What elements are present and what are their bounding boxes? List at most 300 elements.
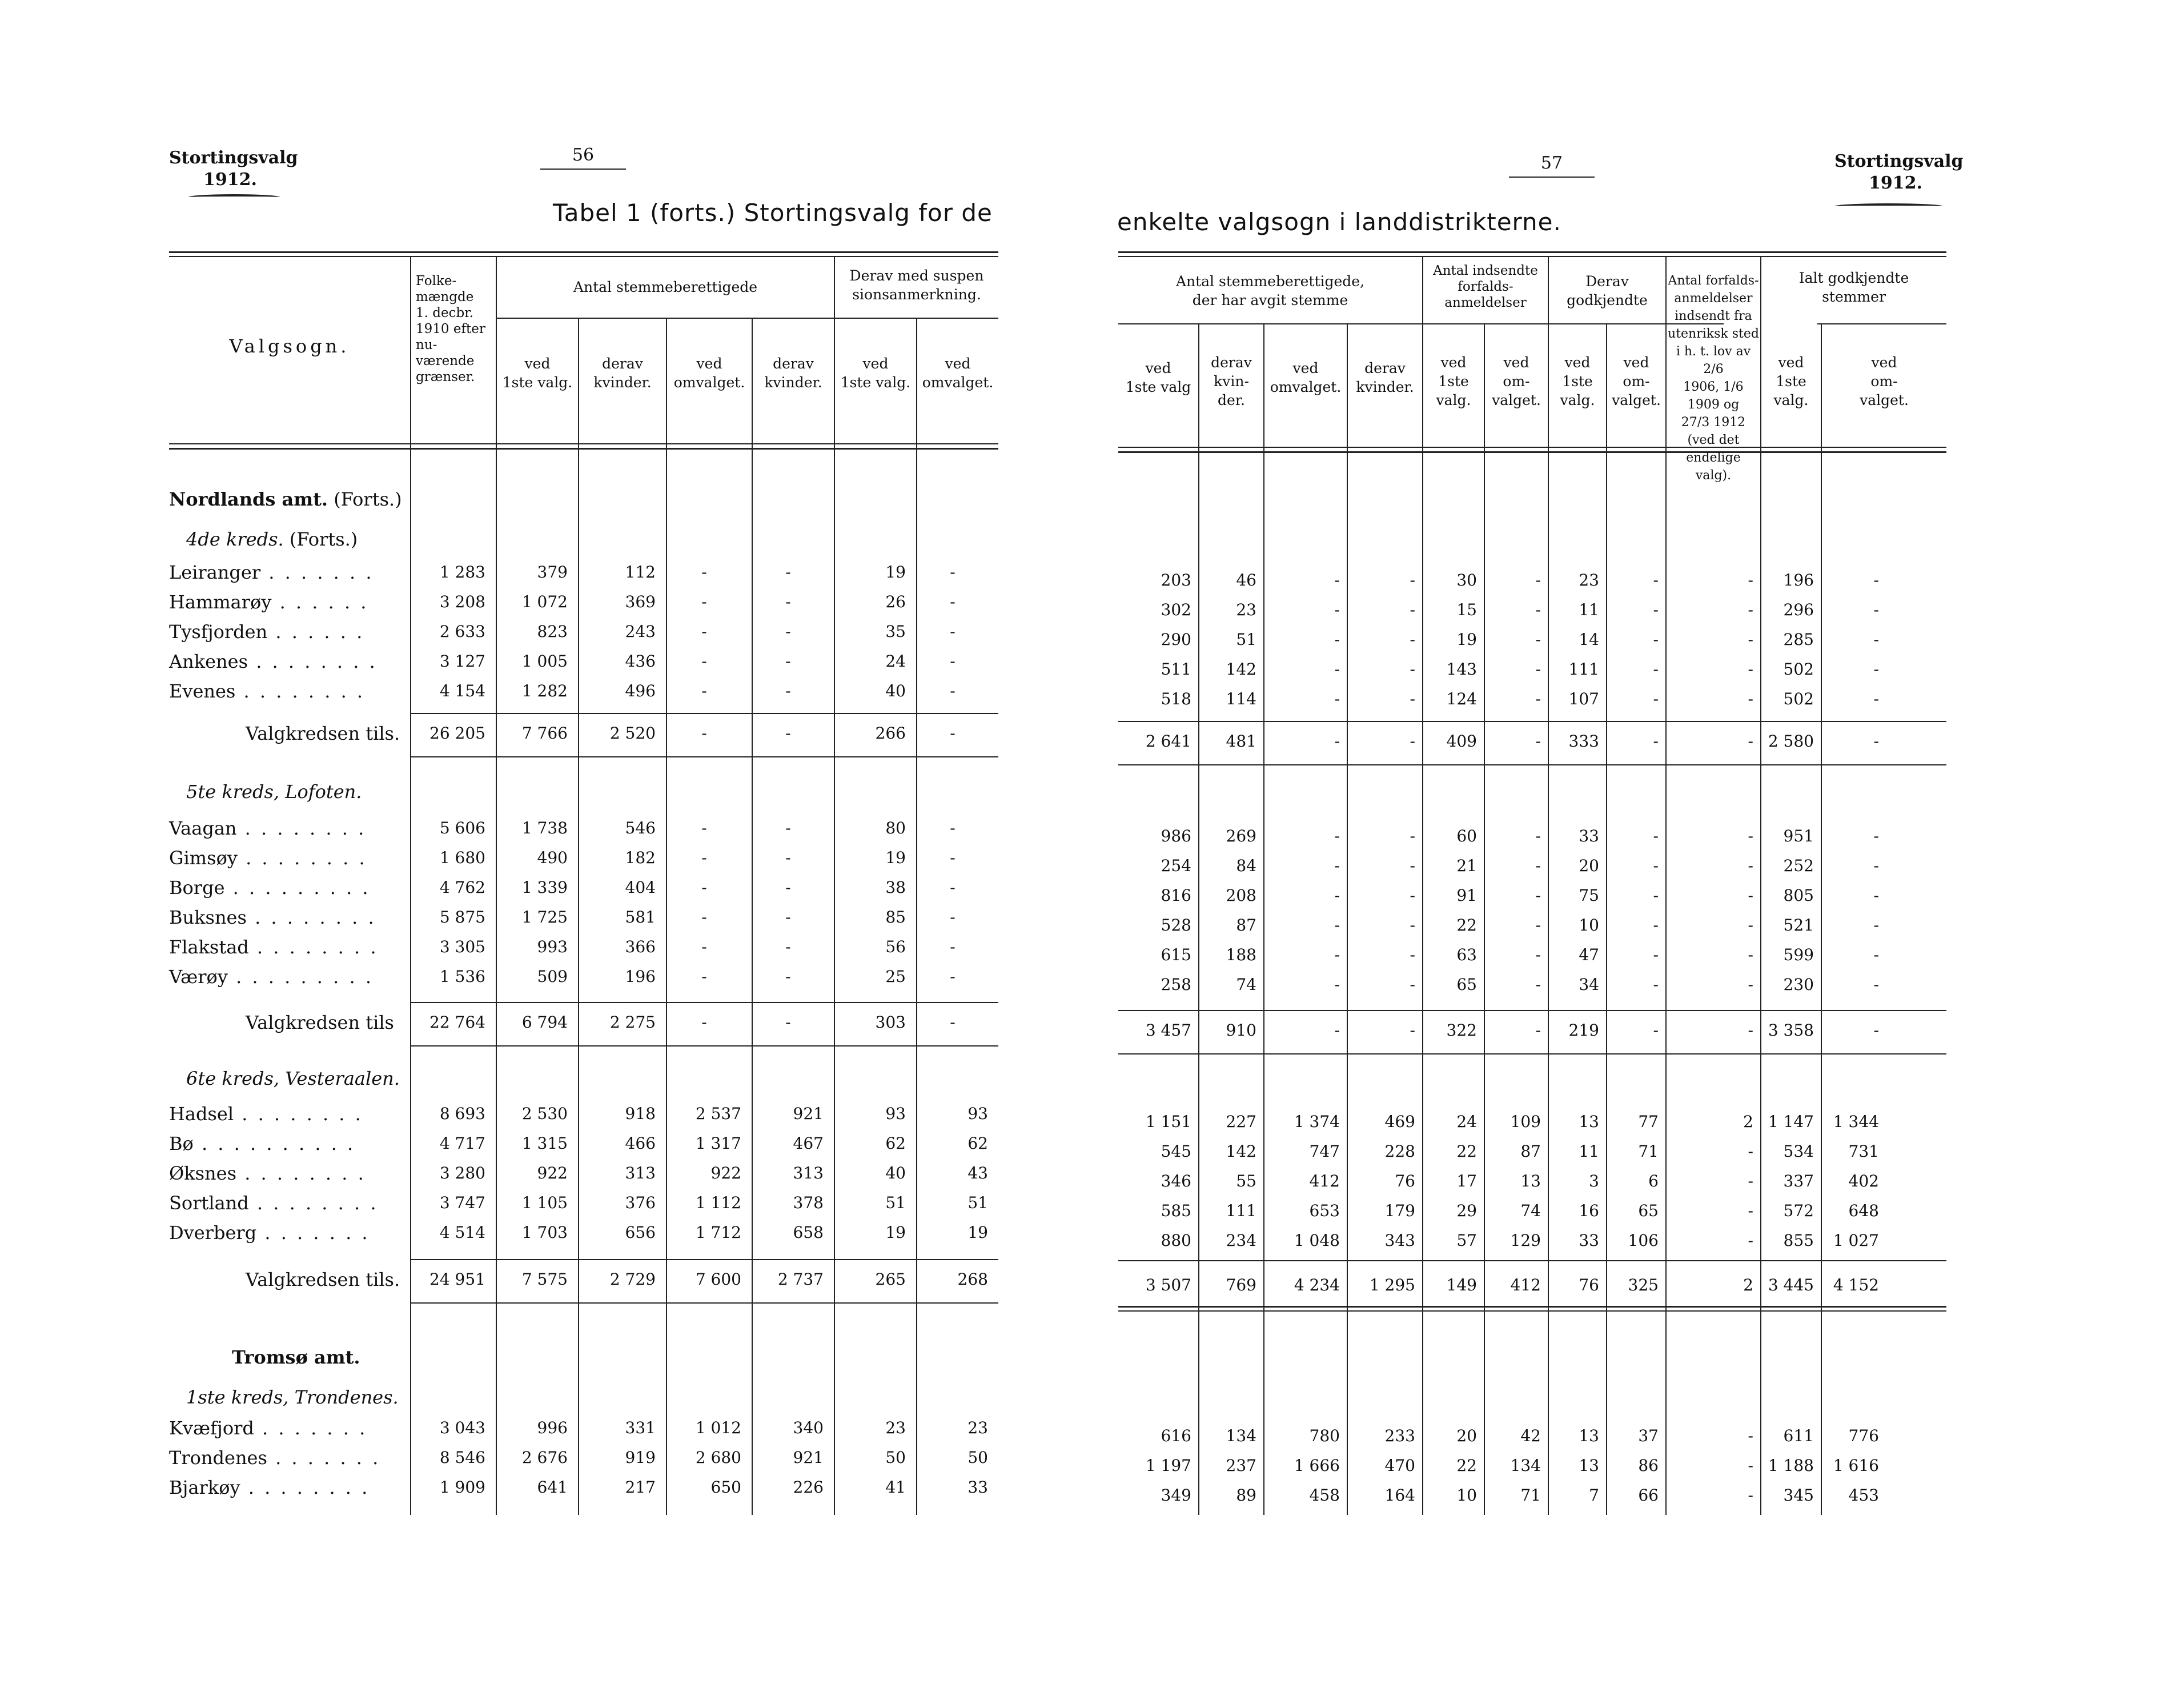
valgsogn-name: Borge [169, 877, 225, 899]
cell-k1: 2 275 [609, 1013, 656, 1032]
cell-u: - [1748, 886, 1753, 905]
cell-io: - [1535, 916, 1541, 935]
cell-u: - [1748, 1456, 1753, 1475]
cell-go: 106 [1628, 1231, 1659, 1250]
cell-ak: 89 [1236, 1486, 1256, 1505]
cell-a1: 3 457 [1145, 1021, 1191, 1040]
cell-g1: 107 [1568, 689, 1599, 708]
section-end-rule [1118, 1306, 1946, 1308]
cell-t1: 572 [1783, 1201, 1814, 1220]
cell-s2: - [950, 848, 956, 867]
cell-a1: 302 [1161, 600, 1191, 619]
leader-dots: . . . . . . . . [246, 907, 376, 928]
header-bottom-rule-2 [169, 448, 998, 450]
cell-aok: - [1410, 886, 1415, 905]
header-valgsogn: Valgsogn. [229, 335, 350, 357]
cell-u: - [1748, 600, 1753, 619]
cell-t1: 285 [1783, 630, 1814, 649]
cell-aok: - [1410, 732, 1415, 751]
cell-to: 1 344 [1833, 1112, 1879, 1131]
cell-i1: 20 [1456, 1426, 1477, 1445]
cell-to: 776 [1848, 1426, 1879, 1445]
cell-s1: 19 [885, 848, 906, 867]
cell-to: - [1873, 732, 1879, 751]
cell-go: 77 [1638, 1112, 1659, 1131]
row-label [169, 1102, 363, 1125]
cell-pop: 4 717 [439, 1134, 485, 1153]
cell-i1: 409 [1446, 732, 1477, 751]
cell-a1: 1 151 [1145, 1112, 1191, 1131]
row-label [169, 650, 378, 673]
cell-s2: - [950, 563, 956, 582]
cell-k1: 2 520 [609, 724, 656, 743]
cell-t1: 502 [1783, 689, 1814, 708]
header-susp-1ste-valg: ved 1ste valg. [840, 355, 911, 391]
valgsogn-name: Bø [169, 1133, 194, 1154]
decorative-swoosh-right [1834, 203, 1943, 209]
cell-aok: - [1410, 975, 1415, 994]
valgsogn-name: Leiranger [169, 562, 261, 583]
cell-i1: 65 [1456, 975, 1477, 994]
cell-t1: 521 [1783, 916, 1814, 935]
cell-aok: - [1410, 689, 1415, 708]
cell-k2: - [785, 878, 791, 897]
cell-t1: 611 [1783, 1426, 1814, 1445]
cell-g1: 13 [1579, 1456, 1599, 1475]
valgsogn-name: Buksnes [169, 907, 247, 928]
cell-to: - [1873, 945, 1879, 964]
cell-ao: - [1334, 975, 1340, 994]
page-number-right: 57 [1509, 153, 1595, 178]
row-label [169, 817, 366, 840]
cell-g1: 47 [1579, 945, 1599, 964]
cell-om: - [701, 652, 707, 671]
cell-u: 2 [1743, 1112, 1753, 1131]
valgsogn-name: Evenes [169, 680, 236, 702]
cell-go: - [1653, 660, 1659, 679]
cell-v1: 1 339 [521, 878, 568, 897]
cell-s2: - [950, 724, 956, 743]
cell-u: - [1748, 630, 1753, 649]
cell-i1: 143 [1446, 660, 1477, 679]
total-label-4de-kreds: Valgkredsen tils. [246, 723, 400, 744]
running-head-right: Stortingsvalg 1912. [1834, 151, 1964, 193]
cell-i1: 19 [1456, 630, 1477, 649]
cell-a1: 880 [1161, 1231, 1191, 1250]
cell-pop: 3 280 [439, 1164, 485, 1182]
header-indsendte-1ste: ved 1ste valg. [1436, 354, 1471, 408]
cell-k2: 2 737 [777, 1270, 824, 1289]
cell-v1: 1 703 [521, 1223, 568, 1242]
cell-g1: 111 [1568, 660, 1599, 679]
cell-g1: 16 [1579, 1201, 1599, 1220]
cell-a1: 290 [1161, 630, 1191, 649]
cell-aok: - [1410, 1021, 1415, 1040]
cell-k2: - [785, 622, 791, 641]
cell-v1: 922 [537, 1164, 568, 1182]
header-indsendte: Antal indsendte forfalds- anmeldelser [1433, 263, 1538, 310]
cell-ak: 142 [1226, 660, 1256, 679]
cell-om: 2 537 [695, 1104, 741, 1123]
cell-to: 1 616 [1833, 1456, 1879, 1475]
header-top-rule [1118, 251, 1946, 253]
cell-ak: 481 [1226, 732, 1256, 751]
cell-pop: 4 154 [439, 681, 485, 700]
row-label [169, 876, 371, 899]
cell-go: - [1653, 732, 1659, 751]
valgsogn-name: Øksnes [169, 1162, 237, 1184]
cell-io: - [1535, 1021, 1541, 1040]
cell-g1: 13 [1579, 1426, 1599, 1445]
header-avgit-omvalget: ved omvalget. [1270, 360, 1342, 395]
cell-g1: 76 [1579, 1276, 1599, 1294]
cell-a1: 1 197 [1145, 1456, 1191, 1475]
cell-a1: 511 [1161, 660, 1191, 679]
cell-v1: 7 766 [521, 724, 568, 743]
right-page [1092, 0, 2184, 1692]
cell-a1: 816 [1161, 886, 1191, 905]
cell-ak: 87 [1236, 916, 1256, 935]
cell-ao: - [1334, 886, 1340, 905]
cell-s1: 40 [885, 1164, 906, 1182]
header-ialt-om: ved om- valget. [1860, 354, 1909, 408]
cell-io: - [1535, 600, 1541, 619]
cell-ak: 910 [1226, 1021, 1256, 1040]
cell-k1: 112 [625, 563, 656, 582]
cell-a1: 3 507 [1145, 1276, 1191, 1294]
cell-pop: 3 208 [439, 592, 485, 611]
cell-ao: 747 [1309, 1142, 1340, 1161]
cell-v1: 1 315 [521, 1134, 568, 1153]
cell-go: - [1653, 1021, 1659, 1040]
cell-om: 1 317 [695, 1134, 741, 1153]
header-folkemaengde: Folke- mængde 1. decbr. 1910 efter nu- værende grænser. [416, 274, 485, 384]
header-sub-rule [1817, 323, 1946, 324]
cell-u: - [1748, 1426, 1753, 1445]
cell-go: - [1653, 975, 1659, 994]
cell-ao: - [1334, 571, 1340, 590]
cell-g1: 10 [1579, 916, 1599, 935]
cell-u: - [1748, 571, 1753, 590]
cell-io: 42 [1520, 1426, 1541, 1445]
cell-to: 1 027 [1833, 1231, 1879, 1250]
cell-aok: 469 [1384, 1112, 1415, 1131]
leader-dots: . . . . . . . [267, 1447, 381, 1469]
cell-go: 66 [1638, 1486, 1659, 1505]
cell-om: - [701, 967, 707, 986]
total-rule [410, 756, 998, 757]
row-label [169, 1132, 355, 1155]
cell-pop: 1 909 [439, 1478, 485, 1497]
cell-k1: 656 [625, 1223, 656, 1242]
cell-pop: 24 951 [429, 1270, 485, 1289]
cell-io: 87 [1520, 1142, 1541, 1161]
leader-dots: . . . . . . . . [248, 936, 379, 958]
cell-u: - [1748, 1021, 1753, 1040]
cell-i1: 22 [1456, 1456, 1477, 1475]
cell-io: 129 [1510, 1231, 1541, 1250]
cell-s1: 56 [885, 937, 906, 956]
cell-om: 922 [710, 1164, 741, 1182]
header-avgit-stemme: Antal stemmeberettigede, der har avgit stemme [1175, 273, 1365, 308]
total-label-6te-kreds: Valgkredsen tils. [246, 1269, 400, 1290]
cell-ak: 74 [1236, 975, 1256, 994]
cell-s2: 268 [957, 1270, 988, 1289]
cell-s2: 93 [967, 1104, 988, 1123]
cell-ao: - [1334, 945, 1340, 964]
cell-s1: 50 [885, 1448, 906, 1467]
page-number-left: 56 [540, 145, 626, 170]
cell-go: - [1653, 886, 1659, 905]
cell-u: - [1748, 1486, 1753, 1505]
cell-k1: 217 [625, 1478, 656, 1497]
cell-u: - [1748, 916, 1753, 935]
cell-s2: - [950, 878, 956, 897]
leader-dots: . . . . . . [271, 591, 369, 613]
section-tromso-amt: Tromsø amt. [232, 1346, 360, 1368]
cell-s2: - [950, 1013, 956, 1032]
cell-u: - [1748, 856, 1753, 875]
cell-k2: 226 [793, 1478, 824, 1497]
cell-t1: 502 [1783, 660, 1814, 679]
cell-aok: - [1410, 945, 1415, 964]
cell-g1: 23 [1579, 571, 1599, 590]
cell-ak: 134 [1226, 1426, 1256, 1445]
row-label [169, 1476, 370, 1499]
total-rule [410, 713, 998, 714]
cell-ao: - [1334, 916, 1340, 935]
cell-pop: 5 606 [439, 819, 485, 837]
cell-pop: 1 680 [439, 848, 485, 867]
cell-s1: 25 [885, 967, 906, 986]
cell-v1: 1 738 [521, 819, 568, 837]
cell-s2: - [950, 592, 956, 611]
cell-ao: - [1334, 689, 1340, 708]
cell-to: 402 [1848, 1172, 1879, 1190]
cell-s2: 19 [967, 1223, 988, 1242]
cell-g1: 11 [1579, 600, 1599, 619]
cell-i1: 124 [1446, 689, 1477, 708]
cell-v1: 1 072 [521, 592, 568, 611]
leader-dots: . . . . . . . . [248, 651, 378, 672]
header-top-rule [169, 251, 998, 253]
cell-k1: 919 [625, 1448, 656, 1467]
cell-s1: 93 [885, 1104, 906, 1123]
cell-k1: 366 [625, 937, 656, 956]
row-label [169, 680, 365, 703]
leader-dots: . . . . . . . [256, 1222, 370, 1244]
total-label-5te-kreds: Valgkredsen tils [246, 1012, 394, 1033]
total-rule [410, 1045, 998, 1047]
leader-dots: . . . . . . . . [234, 1103, 363, 1125]
cell-ao: 1 666 [1294, 1456, 1340, 1475]
cell-k2: - [785, 819, 791, 837]
cell-k1: 546 [625, 819, 656, 837]
cell-i1: 24 [1456, 1112, 1477, 1131]
cell-io: - [1535, 660, 1541, 679]
cell-om: - [701, 724, 707, 743]
valgsogn-name: Flakstad [169, 936, 249, 958]
cell-ao: 780 [1309, 1426, 1340, 1445]
cell-go: - [1653, 571, 1659, 590]
cell-u: - [1748, 732, 1753, 751]
cell-k2: - [785, 967, 791, 986]
cell-ak: 269 [1226, 827, 1256, 845]
cell-s2: - [950, 819, 956, 837]
cell-a1: 349 [1161, 1486, 1191, 1505]
total-rule [1118, 1010, 1946, 1011]
cell-ao: - [1334, 660, 1340, 679]
header-avgit-kvinder: derav kvin- der. [1211, 354, 1252, 408]
total-rule [410, 1302, 998, 1304]
header-bottom-rule-2 [1118, 451, 1946, 453]
valgsogn-name: Dverberg [169, 1222, 257, 1244]
cell-k2: - [785, 724, 791, 743]
cell-s2: 51 [967, 1193, 988, 1212]
cell-om: 650 [710, 1478, 741, 1497]
cell-t1: 3 358 [1768, 1021, 1814, 1040]
cell-to: - [1873, 827, 1879, 845]
cell-k1: 376 [625, 1193, 656, 1212]
cell-k2: - [785, 563, 791, 582]
cell-om: 7 600 [695, 1270, 741, 1289]
cell-i1: 322 [1446, 1021, 1477, 1040]
valgsogn-name: Hadsel [169, 1103, 234, 1125]
row-label [169, 847, 367, 869]
cell-io: - [1535, 856, 1541, 875]
cell-i1: 21 [1456, 856, 1477, 875]
cell-a1: 986 [1161, 827, 1191, 845]
cell-i1: 10 [1456, 1486, 1477, 1505]
running-head-left: Stortingsvalg 1912. [169, 148, 298, 190]
cell-io: - [1535, 689, 1541, 708]
leader-dots: . . . . . . . . [240, 1477, 370, 1498]
cell-s1: 303 [875, 1013, 906, 1032]
row-label [169, 620, 364, 643]
cell-t1: 3 445 [1768, 1276, 1814, 1294]
cell-aok: - [1410, 827, 1415, 845]
row-label [169, 906, 376, 929]
cell-go: - [1653, 689, 1659, 708]
valgsogn-name: Værøy [169, 966, 228, 988]
leader-dots: . . . . . . . . . [224, 877, 371, 899]
cell-k1: 196 [625, 967, 656, 986]
cell-ak: 23 [1236, 600, 1256, 619]
cell-u: - [1748, 945, 1753, 964]
valgsogn-name: Bjarkøy [169, 1477, 240, 1498]
cell-v1: 7 575 [521, 1270, 568, 1289]
cell-a1: 254 [1161, 856, 1191, 875]
cell-ao: - [1334, 827, 1340, 845]
row-label [169, 561, 374, 584]
cell-g1: 7 [1589, 1486, 1599, 1505]
cell-v1: 2 676 [521, 1448, 568, 1467]
cell-k2: 921 [793, 1104, 824, 1123]
cell-s2: - [950, 622, 956, 641]
cell-om: - [701, 908, 707, 927]
row-label [169, 936, 379, 959]
cell-om: - [701, 1013, 707, 1032]
cell-om: 1 012 [695, 1418, 741, 1437]
cell-u: - [1748, 1231, 1753, 1250]
cell-s1: 80 [885, 819, 906, 837]
cell-u: - [1748, 975, 1753, 994]
cell-aok: 179 [1384, 1201, 1415, 1220]
cell-aok: - [1410, 856, 1415, 875]
cell-to: - [1873, 660, 1879, 679]
cell-ak: 234 [1226, 1231, 1256, 1250]
cell-k1: 581 [625, 908, 656, 927]
header-ved-1ste-valg: ved 1ste valg. [502, 355, 573, 391]
row-label [169, 1446, 380, 1469]
cell-ao: 653 [1309, 1201, 1340, 1220]
row-label [169, 591, 368, 614]
valgsogn-name: Hammarøy [169, 591, 272, 613]
cell-k1: 331 [625, 1418, 656, 1437]
cell-ak: 114 [1226, 689, 1256, 708]
cell-g1: 14 [1579, 630, 1599, 649]
cell-i1: 30 [1456, 571, 1477, 590]
cell-k2: - [785, 652, 791, 671]
header-godkjendte-1ste: ved 1ste valg. [1560, 354, 1595, 408]
cell-t1: 2 580 [1768, 732, 1814, 751]
total-rule [1118, 1053, 1946, 1055]
cell-t1: 296 [1783, 600, 1814, 619]
cell-go: - [1653, 916, 1659, 935]
cell-pop: 3 043 [439, 1418, 485, 1437]
cell-v1: 490 [537, 848, 568, 867]
cell-pop: 5 875 [439, 908, 485, 927]
cell-ak: 188 [1226, 945, 1256, 964]
cell-ao: - [1334, 630, 1340, 649]
leader-dots: . . . . . . . . [235, 680, 366, 702]
cell-s1: 62 [885, 1134, 906, 1153]
cell-t1: 337 [1783, 1172, 1814, 1190]
cell-s1: 265 [875, 1270, 906, 1289]
cell-om: 2 680 [695, 1448, 741, 1467]
cell-v1: 2 530 [521, 1104, 568, 1123]
cell-aok: - [1410, 600, 1415, 619]
cell-ao: - [1334, 600, 1340, 619]
cell-v1: 996 [537, 1418, 568, 1437]
cell-u: - [1748, 827, 1753, 845]
cell-u: - [1748, 1172, 1753, 1190]
cell-v1: 993 [537, 937, 568, 956]
cell-to: - [1873, 689, 1879, 708]
subsection-4de-kreds: 4de kreds. (Forts.) [186, 528, 358, 550]
cell-go: - [1653, 600, 1659, 619]
header-antal-stemmeberettigede: Antal stemmeberettigede [573, 279, 758, 295]
cell-t1: 1 188 [1768, 1456, 1814, 1475]
cell-to: 648 [1848, 1201, 1879, 1220]
cell-u: - [1748, 1201, 1753, 1220]
header-godkjendte: Derav godkjendte [1567, 273, 1648, 308]
cell-io: - [1535, 886, 1541, 905]
cell-s1: 19 [885, 563, 906, 582]
cell-k2: - [785, 1013, 791, 1032]
cell-a1: 615 [1161, 945, 1191, 964]
cell-k1: 369 [625, 592, 656, 611]
cell-k1: 466 [625, 1134, 656, 1153]
cell-to: - [1873, 975, 1879, 994]
cell-a1: 258 [1161, 975, 1191, 994]
cell-pop: 26 205 [429, 724, 485, 743]
cell-io: 13 [1520, 1172, 1541, 1190]
cell-t1: 196 [1783, 571, 1814, 590]
cell-a1: 545 [1161, 1142, 1191, 1161]
cell-s1: 24 [885, 652, 906, 671]
cell-s1: 266 [875, 724, 906, 743]
